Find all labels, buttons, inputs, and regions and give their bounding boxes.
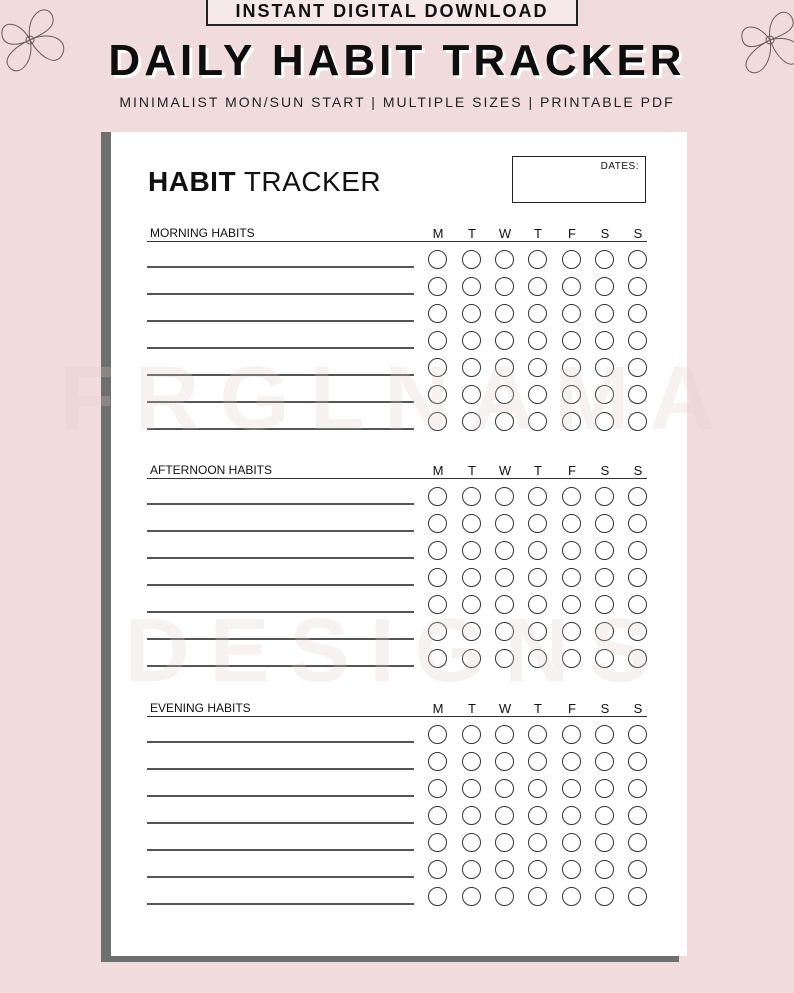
checkbox-circle[interactable]	[528, 277, 547, 296]
habit-write-line[interactable]	[147, 849, 414, 851]
habit-write-line[interactable]	[147, 320, 414, 322]
dates-box	[512, 156, 646, 203]
checkbox-circle[interactable]	[628, 887, 647, 906]
day-label: T	[468, 701, 476, 716]
checkbox-circle[interactable]	[562, 887, 581, 906]
flower-icon	[728, 0, 794, 85]
checkbox-circle[interactable]	[428, 806, 447, 825]
checkbox-circle[interactable]	[495, 887, 514, 906]
checkbox-circle[interactable]	[428, 487, 447, 506]
habit-row	[147, 833, 647, 860]
section-title: AFTERNOON HABITS	[150, 463, 273, 477]
flower-icon	[0, 0, 80, 85]
checkbox-circle[interactable]	[595, 487, 614, 506]
checkbox-circle[interactable]	[462, 833, 481, 852]
checkbox-circle[interactable]	[595, 514, 614, 533]
checkbox-circle[interactable]	[628, 250, 647, 269]
checkbox-circle[interactable]	[495, 725, 514, 744]
checkbox-circle[interactable]	[562, 250, 581, 269]
checkbox-circle[interactable]	[562, 487, 581, 506]
checkbox-circle[interactable]	[628, 568, 647, 587]
checkbox-circle[interactable]	[495, 541, 514, 560]
checkbox-circle[interactable]	[462, 806, 481, 825]
checkbox-circle[interactable]	[462, 250, 481, 269]
checkbox-circle[interactable]	[428, 725, 447, 744]
habit-row	[147, 487, 647, 514]
checkbox-circle[interactable]	[495, 304, 514, 323]
checkbox-circle[interactable]	[628, 725, 647, 744]
checkbox-circle[interactable]	[428, 304, 447, 323]
checkbox-circle[interactable]	[562, 752, 581, 771]
habit-write-line[interactable]	[147, 903, 414, 905]
checkbox-circle[interactable]	[595, 887, 614, 906]
checkbox-circle[interactable]	[462, 725, 481, 744]
sheet-title-light: TRACKER	[236, 166, 382, 197]
day-label: T	[534, 463, 542, 478]
checkbox-circle[interactable]	[562, 725, 581, 744]
checkbox-circle[interactable]	[595, 277, 614, 296]
checkbox-circle[interactable]	[462, 514, 481, 533]
checkbox-circle[interactable]	[528, 806, 547, 825]
checkbox-circle[interactable]	[628, 541, 647, 560]
checkbox-circle[interactable]	[562, 833, 581, 852]
day-label: F	[568, 463, 576, 478]
checkbox-circle[interactable]	[462, 568, 481, 587]
checkbox-circle[interactable]	[595, 806, 614, 825]
checkbox-circle[interactable]	[595, 568, 614, 587]
sheet-title	[148, 166, 381, 198]
habit-write-line[interactable]	[147, 876, 414, 878]
habit-row	[147, 568, 647, 595]
habit-write-line[interactable]	[147, 530, 414, 532]
checkbox-circle[interactable]	[528, 568, 547, 587]
checkbox-circle[interactable]	[628, 487, 647, 506]
checkbox-circle[interactable]	[628, 860, 647, 879]
day-label: S	[600, 701, 610, 716]
download-badge: INSTANT DIGITAL DOWNLOAD	[206, 0, 578, 26]
habit-write-line[interactable]	[147, 822, 414, 824]
checkbox-circle[interactable]	[495, 860, 514, 879]
habit-row	[147, 887, 647, 914]
checkbox-circle[interactable]	[562, 304, 581, 323]
checkbox-circle[interactable]	[462, 487, 481, 506]
checkbox-circle[interactable]	[595, 833, 614, 852]
checkbox-circle[interactable]	[462, 304, 481, 323]
checkbox-circle[interactable]	[628, 277, 647, 296]
checkbox-circle[interactable]	[595, 779, 614, 798]
habit-row	[147, 860, 647, 887]
checkbox-circle[interactable]	[462, 779, 481, 798]
checkbox-circle[interactable]	[462, 860, 481, 879]
habit-row	[147, 752, 647, 779]
checkbox-circle[interactable]	[562, 568, 581, 587]
section-header	[147, 701, 647, 717]
checkbox-circle[interactable]	[495, 833, 514, 852]
checkbox-circle[interactable]	[562, 860, 581, 879]
day-label: T	[534, 226, 542, 241]
checkbox-circle[interactable]	[462, 887, 481, 906]
checkbox-circle[interactable]	[562, 277, 581, 296]
checkbox-circle[interactable]	[528, 487, 547, 506]
checkbox-circle[interactable]	[562, 541, 581, 560]
checkbox-circle[interactable]	[528, 250, 547, 269]
watermark: FRGLNAMA	[59, 349, 735, 449]
day-label: M	[432, 463, 444, 478]
dates-label: DATES:	[600, 161, 639, 172]
day-label: W	[498, 226, 512, 241]
section-header	[147, 463, 647, 479]
checkbox-circle[interactable]	[628, 779, 647, 798]
tracker-sheet	[111, 132, 687, 956]
checkbox-circle[interactable]	[628, 304, 647, 323]
checkbox-circle[interactable]	[428, 541, 447, 560]
checkbox-circle[interactable]	[428, 860, 447, 879]
day-label: S	[633, 226, 643, 241]
checkbox-circle[interactable]	[428, 514, 447, 533]
checkbox-circle[interactable]	[428, 277, 447, 296]
day-label: W	[498, 463, 512, 478]
checkbox-circle[interactable]	[495, 487, 514, 506]
checkbox-circle[interactable]	[595, 752, 614, 771]
checkbox-circle[interactable]	[628, 514, 647, 533]
day-label: S	[633, 463, 643, 478]
checkbox-circle[interactable]	[528, 541, 547, 560]
checkbox-circle[interactable]	[528, 304, 547, 323]
checkbox-circle[interactable]	[495, 250, 514, 269]
checkbox-circle[interactable]	[495, 752, 514, 771]
checkbox-circle[interactable]	[462, 277, 481, 296]
checkbox-circle[interactable]	[562, 806, 581, 825]
checkbox-circle[interactable]	[562, 779, 581, 798]
habit-row	[147, 514, 647, 541]
headline: DAILY HABIT TRACKER	[108, 36, 686, 85]
checkbox-circle[interactable]	[595, 860, 614, 879]
checkbox-circle[interactable]	[428, 568, 447, 587]
habit-write-line[interactable]	[147, 768, 414, 770]
checkbox-circle[interactable]	[428, 833, 447, 852]
habit-row	[147, 541, 647, 568]
checkbox-circle[interactable]	[528, 860, 547, 879]
section-header	[147, 226, 647, 242]
day-label: T	[468, 226, 476, 241]
day-label: S	[600, 226, 610, 241]
checkbox-circle[interactable]	[528, 752, 547, 771]
day-label: F	[568, 701, 576, 716]
checkbox-circle[interactable]	[495, 514, 514, 533]
day-label: S	[600, 463, 610, 478]
day-label: F	[568, 226, 576, 241]
habit-row	[147, 277, 647, 304]
section-title: MORNING HABITS	[150, 226, 255, 240]
checkbox-circle[interactable]	[495, 779, 514, 798]
section-title: EVENING HABITS	[150, 701, 251, 715]
watermark: DESIGNS	[124, 601, 670, 701]
day-label: M	[432, 701, 444, 716]
day-label: W	[498, 701, 512, 716]
checkbox-circle[interactable]	[528, 779, 547, 798]
habit-row	[147, 250, 647, 277]
habit-write-line[interactable]	[147, 503, 414, 505]
day-label: S	[633, 701, 643, 716]
checkbox-circle[interactable]	[628, 833, 647, 852]
habit-row	[147, 725, 647, 752]
sheet-title-bold: HABIT	[148, 166, 237, 197]
habit-write-line[interactable]	[147, 741, 414, 743]
checkbox-circle[interactable]	[595, 304, 614, 323]
checkbox-circle[interactable]	[495, 277, 514, 296]
checkbox-circle[interactable]	[628, 806, 647, 825]
checkbox-circle[interactable]	[628, 752, 647, 771]
habit-write-line[interactable]	[147, 293, 414, 295]
day-label: M	[432, 226, 444, 241]
habit-write-line[interactable]	[147, 795, 414, 797]
checkbox-circle[interactable]	[595, 250, 614, 269]
habit-row	[147, 806, 647, 833]
day-label: T	[468, 463, 476, 478]
checkbox-circle[interactable]	[528, 514, 547, 533]
habit-section	[147, 701, 647, 914]
checkbox-circle[interactable]	[562, 514, 581, 533]
checkbox-circle[interactable]	[428, 887, 447, 906]
habit-write-line[interactable]	[147, 557, 414, 559]
checkbox-circle[interactable]	[528, 725, 547, 744]
checkbox-circle[interactable]	[428, 250, 447, 269]
habit-write-line[interactable]	[147, 266, 414, 268]
checkbox-circle[interactable]	[595, 725, 614, 744]
checkbox-circle[interactable]	[462, 541, 481, 560]
checkbox-circle[interactable]	[528, 833, 547, 852]
day-label: T	[534, 701, 542, 716]
checkbox-circle[interactable]	[428, 779, 447, 798]
checkbox-circle[interactable]	[495, 568, 514, 587]
habit-row	[147, 304, 647, 331]
checkbox-circle[interactable]	[595, 541, 614, 560]
checkbox-circle[interactable]	[495, 806, 514, 825]
checkbox-circle[interactable]	[528, 887, 547, 906]
habit-write-line[interactable]	[147, 584, 414, 586]
habit-row	[147, 779, 647, 806]
checkbox-circle[interactable]	[428, 752, 447, 771]
subline: MINIMALIST MON/SUN START | MULTIPLE SIZES | PRINTABLE PDF	[119, 94, 675, 110]
checkbox-circle[interactable]	[462, 752, 481, 771]
